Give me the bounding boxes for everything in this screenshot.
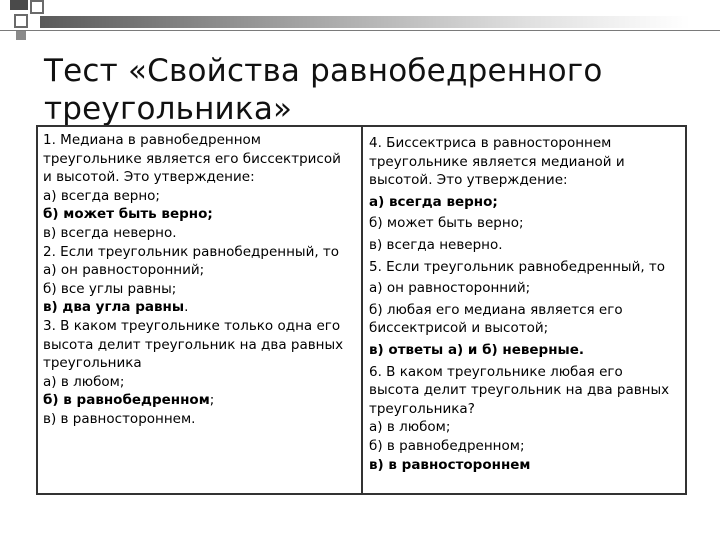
q5-option-b: б) любая его медиана является его xyxy=(369,301,623,318)
q1-line-2: треугольнике является его биссектрисой xyxy=(43,150,341,167)
q2-line-1: 2. Если треугольник равнобедренный, то xyxy=(43,243,340,260)
q1-line-1: 1. Медиана в равнобедренном xyxy=(43,132,261,148)
q4-line-3: высотой. Это утверждение: xyxy=(369,172,568,189)
q6-line-1: 6. В каком треугольнике любая его xyxy=(369,363,623,380)
q6-line-3: треугольника? xyxy=(369,400,475,417)
q2-option-b: б) все углы равны; xyxy=(43,280,177,297)
title-line-1: Тест «Свойства равнобедренного xyxy=(44,53,603,89)
q5-option-a: а) он равносторонний; xyxy=(369,280,531,297)
q4-option-c: в) всегда неверно. xyxy=(369,236,503,253)
decor-square-1 xyxy=(10,0,28,10)
slide-title xyxy=(44,52,664,128)
q2-option-c: в) два угла равны. xyxy=(43,299,189,316)
q3-option-a: а) в любом; xyxy=(43,373,125,390)
q3-line-3: треугольника xyxy=(43,355,142,372)
q5-option-b-cont: биссектрисой и высотой; xyxy=(369,320,549,337)
q4-option-a: а) всегда верно; xyxy=(369,193,498,210)
header-gradient-bar xyxy=(40,16,690,28)
q3-option-b: б) в равнобедренном; xyxy=(43,392,215,409)
left-column xyxy=(43,131,358,429)
q3-line-2: высота делит треугольник на два равных xyxy=(43,336,344,353)
q3-option-c: в) в равностороннем. xyxy=(43,410,196,427)
q5-option-c: в) ответы а) и б) неверные. xyxy=(369,341,585,358)
q3-line-1: 3. В каком треугольнике только одна его xyxy=(43,317,341,334)
q1-option-c: в) всегда неверно. xyxy=(43,224,177,241)
q1-option-a: а) всегда верно; xyxy=(43,187,160,204)
q6-option-c: в) в равностороннем xyxy=(369,456,531,473)
q6-option-a: а) в любом; xyxy=(369,419,451,436)
q4-option-b: б) может быть верно; xyxy=(369,215,524,232)
decor-square-2 xyxy=(30,0,44,14)
q6-line-2: высота делит треугольник на два равных xyxy=(369,382,670,399)
q6-option-b: б) в равнобедренном; xyxy=(369,437,525,454)
title-line-2: треугольника» xyxy=(44,91,293,127)
q1-option-b: б) может быть верно; xyxy=(43,206,213,223)
decor-square-4 xyxy=(16,30,26,40)
q1-line-3: и высотой. Это утверждение: xyxy=(43,169,255,186)
q2-option-a: а) он равносторонний; xyxy=(43,262,205,279)
right-column xyxy=(369,131,681,474)
decor-square-3 xyxy=(14,14,28,28)
column-divider xyxy=(361,127,363,493)
q5-line-1: 5. Если треугольник равнобедренный, то xyxy=(369,258,666,275)
q4-line-2: треугольнике является медианой и xyxy=(369,153,625,170)
q4-line-1: 4. Биссектриса в равностороннем xyxy=(369,135,612,151)
questions-table xyxy=(36,125,687,495)
header-rule xyxy=(0,30,720,31)
